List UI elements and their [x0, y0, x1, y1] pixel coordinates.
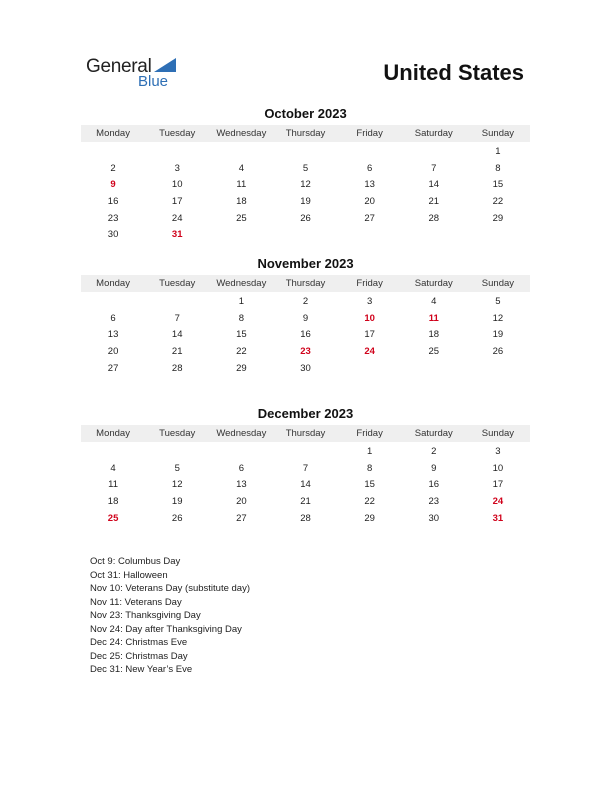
day-cell: 17: [364, 329, 375, 341]
day-cell: 16: [107, 195, 119, 207]
logo-blue-text: Blue: [138, 73, 169, 90]
week-row: [81, 493, 530, 510]
day-cell: 29: [236, 362, 247, 374]
month-grid: [81, 442, 530, 526]
logo-triangle-icon: [154, 58, 176, 72]
day-cell: 28: [300, 512, 311, 524]
month-title: November 2023: [257, 256, 354, 271]
day-cell: 27: [364, 212, 375, 224]
holiday-item: Nov 23: Thanksgiving Day: [90, 610, 201, 621]
day-cell: 12: [300, 179, 311, 191]
day-cell: 19: [300, 195, 311, 207]
day-cell: 13: [364, 179, 375, 191]
month-calendar-october: [81, 105, 530, 243]
week-row: [81, 360, 530, 377]
day-cell: 3: [366, 295, 373, 307]
day-cell: 29: [492, 212, 504, 224]
day-cell: 17: [492, 479, 504, 491]
day-cell: 3: [174, 162, 180, 174]
holiday-day-cell: 31: [171, 229, 183, 241]
week-row: [81, 176, 530, 193]
day-cell: 29: [364, 512, 375, 524]
holiday-day-cell: 24: [492, 495, 504, 507]
day-cell: 21: [300, 495, 311, 507]
week-row: [81, 210, 530, 227]
holiday-list: [90, 555, 250, 677]
day-cell: 5: [302, 162, 309, 174]
day-cell: 10: [492, 462, 504, 474]
day-cell: 27: [236, 512, 247, 524]
holiday-item: Nov 10: Veterans Day (substitute day): [90, 583, 250, 594]
week-row: [81, 510, 530, 527]
week-row: [81, 476, 530, 493]
month-title: October 2023: [264, 106, 347, 121]
day-cell: 14: [300, 479, 311, 491]
day-cell: 7: [431, 162, 437, 174]
day-cell: 26: [171, 512, 183, 524]
month-title: December 2023: [257, 406, 354, 421]
day-cell: 15: [364, 479, 375, 491]
day-cell: 3: [495, 445, 501, 457]
day-cell: 1: [366, 445, 373, 457]
day-cell: 9: [302, 312, 309, 324]
holiday-item: Dec 24: Christmas Eve: [90, 637, 188, 648]
weekday-label: Sunday: [481, 428, 515, 439]
week-row: [81, 460, 530, 477]
weekday-label: Friday: [356, 128, 383, 139]
day-cell: 1: [238, 295, 244, 307]
day-cell: 22: [492, 195, 504, 207]
weekday-label: Thursday: [285, 128, 326, 139]
day-cell: 19: [492, 329, 504, 341]
day-cell: 7: [174, 312, 180, 324]
day-cell: 2: [302, 295, 309, 307]
weekday-label: Friday: [356, 278, 383, 289]
day-cell: 21: [428, 195, 440, 207]
weekday-label: Thursday: [285, 428, 326, 439]
day-cell: 19: [171, 495, 183, 507]
holiday-day-cell: 23: [300, 345, 311, 357]
holiday-item: Nov 24: Day after Thanksgiving Day: [90, 623, 242, 635]
day-cell: 27: [107, 362, 119, 374]
day-cell: 15: [492, 179, 504, 191]
day-cell: 6: [366, 162, 373, 174]
day-cell: 7: [302, 462, 309, 474]
month-calendar-december: [81, 405, 530, 526]
holiday-day-cell: 25: [107, 512, 119, 524]
day-cell: 2: [110, 162, 116, 174]
day-cell: 12: [492, 312, 504, 324]
weekday-label: Monday: [96, 428, 130, 439]
day-cell: 30: [428, 512, 440, 524]
day-cell: 18: [428, 329, 440, 341]
weekday-label: Sunday: [481, 278, 515, 289]
weekday-label: Wednesday: [216, 278, 267, 289]
weekday-label: Friday: [356, 428, 383, 439]
day-cell: 18: [236, 195, 247, 207]
day-cell: 16: [428, 479, 440, 491]
day-cell: 24: [171, 212, 183, 224]
day-cell: 8: [366, 462, 373, 474]
day-cell: 4: [110, 462, 116, 474]
weekday-label: Sunday: [481, 128, 515, 139]
day-cell: 10: [171, 179, 183, 191]
weekday-label: Monday: [96, 128, 130, 139]
weekday-label: Saturday: [414, 128, 453, 139]
weekday-label: Tuesday: [159, 128, 196, 139]
day-cell: 5: [174, 462, 180, 474]
weekday-label: Tuesday: [159, 428, 196, 439]
day-cell: 4: [431, 295, 437, 307]
weekday-header: [81, 125, 530, 142]
weekday-label: Wednesday: [216, 128, 267, 139]
weekday-label: Thursday: [285, 278, 326, 289]
day-cell: 25: [428, 345, 440, 357]
week-row: [81, 293, 530, 310]
logo-general-text: General: [86, 56, 152, 77]
day-cell: 20: [364, 195, 375, 207]
day-cell: 26: [492, 345, 504, 357]
country-title: United States: [383, 60, 524, 85]
day-cell: 25: [236, 212, 247, 224]
day-cell: 23: [428, 495, 440, 507]
day-cell: 28: [428, 212, 440, 224]
week-row: [81, 310, 530, 327]
week-row: [81, 143, 530, 160]
day-cell: 6: [238, 462, 244, 474]
day-cell: 12: [171, 479, 183, 491]
month-grid: [81, 142, 530, 243]
week-row: [81, 443, 530, 460]
holiday-day-cell: 24: [364, 345, 375, 357]
week-row: [81, 226, 530, 243]
day-cell: 8: [238, 312, 244, 324]
day-cell: 5: [495, 295, 501, 307]
day-cell: 13: [107, 329, 119, 341]
weekday-header: [81, 275, 530, 292]
holiday-day-cell: 9: [110, 179, 116, 191]
day-cell: 1: [495, 145, 501, 157]
day-cell: 11: [236, 179, 247, 191]
day-cell: 16: [300, 329, 311, 341]
holiday-item: Oct 31: Halloween: [90, 569, 168, 581]
day-cell: 22: [236, 345, 247, 357]
day-cell: 26: [300, 212, 311, 224]
day-cell: 21: [171, 345, 183, 357]
day-cell: 20: [107, 345, 119, 357]
week-row: [81, 326, 530, 343]
day-cell: 2: [431, 445, 437, 457]
holiday-item: Dec 31: New Year’s Eve: [90, 664, 193, 675]
weekday-label: Monday: [96, 278, 130, 289]
day-cell: 6: [110, 312, 116, 324]
day-cell: 15: [236, 329, 247, 341]
day-cell: 14: [171, 329, 183, 341]
week-row: [81, 160, 530, 177]
holiday-item: Nov 11: Veterans Day: [90, 596, 182, 608]
day-cell: 11: [108, 479, 118, 491]
week-row: [81, 193, 530, 210]
holiday-day-cell: 31: [492, 512, 504, 524]
weekday-label: Tuesday: [159, 278, 196, 289]
weekday-label: Saturday: [414, 428, 453, 439]
weekday-label: Wednesday: [216, 428, 267, 439]
day-cell: 30: [107, 229, 119, 241]
day-cell: 28: [171, 362, 183, 374]
day-cell: 9: [431, 462, 437, 474]
day-cell: 13: [236, 479, 247, 491]
generalblue-logo: [86, 56, 186, 92]
weekday-label: Saturday: [414, 278, 453, 289]
week-row: [81, 343, 530, 360]
month-grid: [81, 292, 530, 376]
weekday-header: [81, 425, 530, 442]
day-cell: 8: [495, 162, 501, 174]
month-calendar-november: [81, 255, 530, 376]
day-cell: 30: [300, 362, 311, 374]
day-cell: 18: [107, 495, 119, 507]
holiday-day-cell: 11: [428, 312, 439, 324]
day-cell: 14: [428, 179, 440, 191]
holiday-item: Dec 25: Christmas Day: [90, 650, 188, 662]
day-cell: 23: [107, 212, 119, 224]
day-cell: 22: [364, 495, 375, 507]
day-cell: 20: [236, 495, 247, 507]
day-cell: 4: [238, 162, 244, 174]
day-cell: 17: [171, 195, 183, 207]
holiday-item: Oct 9: Columbus Day: [90, 556, 181, 567]
holiday-day-cell: 10: [364, 312, 375, 324]
